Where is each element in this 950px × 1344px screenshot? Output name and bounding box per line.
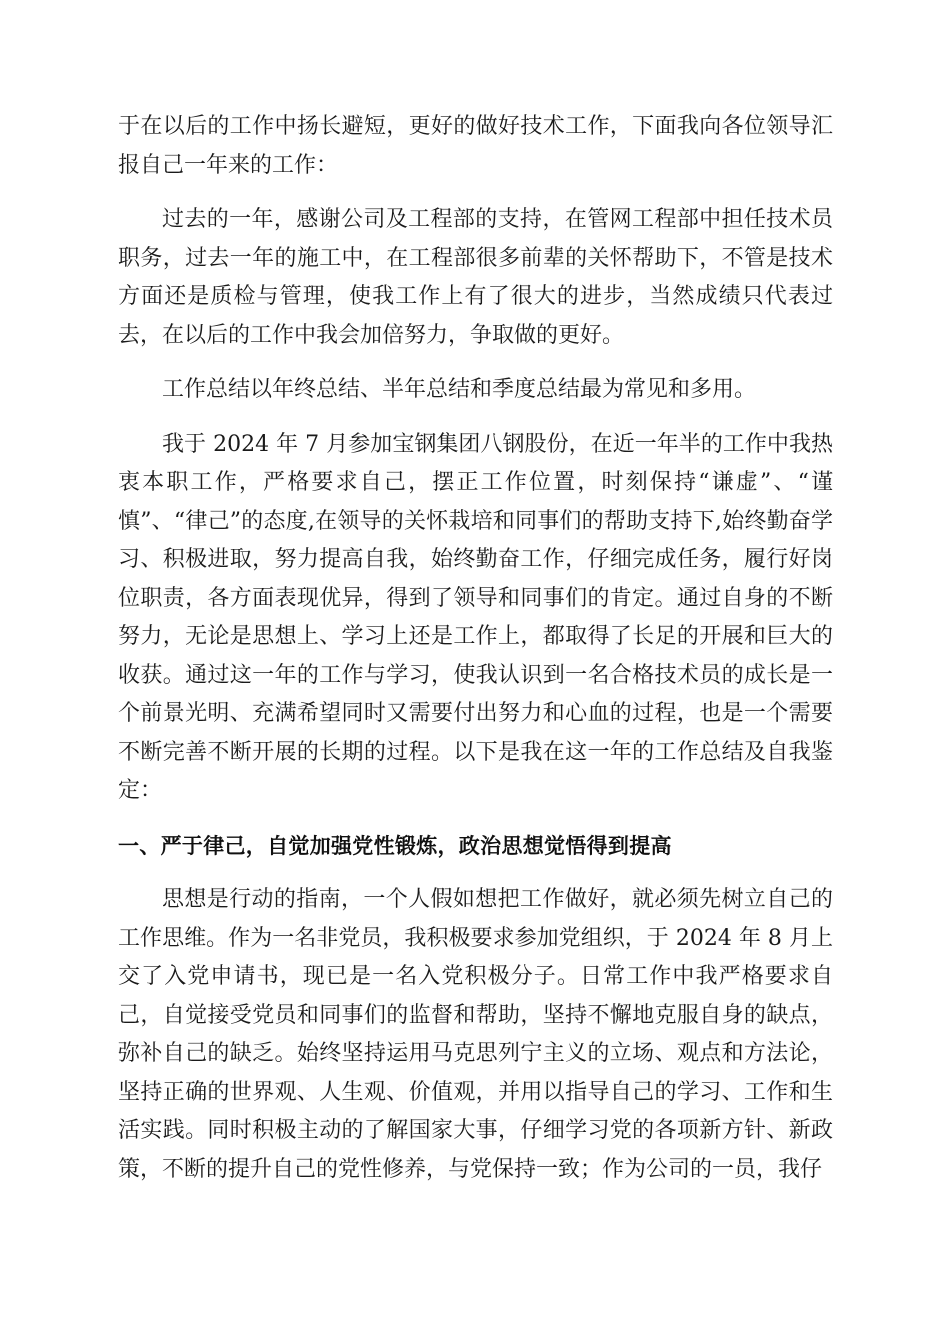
paragraph-summary-types: 工作总结以年终总结、半年总结和季度总结最为常见和多用。 bbox=[162, 377, 757, 402]
document-body bbox=[118, 108, 833, 1205]
paragraph-continuation: 于在以后的工作中扬长避短，更好的做好技术工作，下面我向各位领导汇报自己一年来的工作： bbox=[118, 114, 833, 178]
paragraph-thanks: 过去的一年，感谢公司及工程部的支持，在管网工程部中担任技术员职务，过去一年的施工中，在工程部很多前辈的关怀帮助下，不管是技术方面还是质检与管理，使我工作上有了很大的进步，当然成绩只代表过去，在以后的工作中我会加倍努力，争取做的更好。 bbox=[118, 207, 833, 348]
section-heading-1: 一、严于律己，自觉加强党性锻炼，政治思想觉悟得到提高 bbox=[118, 833, 672, 858]
paragraph-self-review: 我于 2024 年 7 月参加宝钢集团八钢股份，在近一年半的工作中我热衷本职工作，严格要求自己，摆正工作位置，时刻保持“谦虚”、“谨慎”、“律己”的态度,在领导的关怀栽培和同事们的帮助支持下,始终勤奋学习、积极进取，努力提高自我，始终勤奋工作，仔细完成任务，履行好岗位职责，各方面表现优异，得到了领导和同事们的肯定。通过自身的不断努力，无论是思想上、学习上还是工作上，都取得了长足的开展和巨大的收获。通过这一年的工作与学习，使我认识到一名合格技术员的成长是一个前景光明、充满希望同时又需要付出努力和心血的过程，也是一个需要不断完善不断开展的长期的过程。以下是我在这一年的工作总结及自我鉴定： bbox=[118, 431, 833, 803]
paragraph-political-thought: 思想是行动的指南，一个人假如想把工作做好，就必须先树立自己的工作思维。作为一名非党员，我积极要求参加党组织，于 2024 年 8 月上交了入党申请书，现已是一名入党积极分子。日常工作中我严格要求自己，自觉接受党员和同事们的监督和帮助，坚持不懈地克服自身的缺点，弥补自己的缺乏。始终坚持运用马克思列宁主义的立场、观点和方法论，坚持正确的世界观、人生观、价值观，并用以指导自己的学习、工作和生活实践。同时积极主动的了解国家大事，仔细学习党的各项新方针、新政策，不断的提升自己的党性修养，与党保持一致；作为公司的一员，我仔 bbox=[118, 887, 833, 1182]
